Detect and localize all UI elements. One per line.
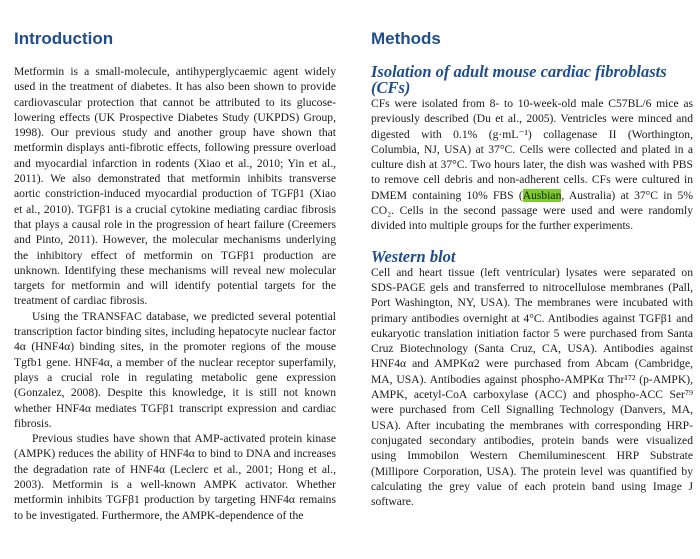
isolation-text-end: , Australia) at 37°C in 5% CO₂. Cells in the second passage were used and were randomly divided into multiple groups for the further experiments. [371,188,693,233]
introduction-heading: Introduction [14,29,114,48]
introduction-paragraph-3: Previous studies have shown that AMP-activated protein kinase (AMPK) reduces the ability of HNF4α to bind to DNA and increases the degradation rate of HNF4α (Leclerc et al., 2001; Hong et al., 2003). Metformin is a well-known AMPK activator. Whether metformin inhibits TGFβ1 production by targeting HNF4α remains to be investigated. Furthermore, the AMPK-dependence of the [14,432,336,522]
isolation-text-start: CFs were isolated from 8- to 10-week-old male C57BL/6 mice as previously described (Du et al., 2005). Ventricles were minced and digested with 0.1% (g·mL⁻¹) collagenase II (Worthington, Columbia, NJ, USA) at 37°C. Cells were collected and plated in a culture dish at 37°C. Two hours later, the dish was washed with PBS to remove cell debris and non-adherent cells. CFs were cultured in DMEM containing 10% FBS ( [371,97,693,202]
isolation-subheading: Isolation of adult mouse cardiac fibroblasts (CFs) [371,62,667,97]
methods-column [371,28,693,509]
isolation-paragraph [371,96,693,234]
western-blot-paragraph: Cell and heart tissue (left ventricular) lysates were separated on SDS-PAGE gels and transferred to nitrocellulose membranes (Pall, Port Washington, NY, USA). The membranes were incubated with primary antibodies overnight at 4°C. Antibodies against TGFβ1 and eukaryotic translation initiation factor 5 were purchased from Santa Cruz Biotechnology (Santa Cruz, CA, USA). Antibodies against HNF4α and AMPKα2 were purchased from Abcam (Cambridge, MA, USA). Antibodies against phospho-AMPKα Thr¹⁷² (p-AMPK), AMPK, acetyl-CoA carboxylase (ACC) and phospho-ACC Ser⁷⁹ were purchased from Cell Signalling Technology (Danvers, MA, USA). After incubating the membranes with corresponding HRP-conjugated secondary antibodies, protein bands were visualized using Immobilon Western Chemiluminescent HRP Substrate (Millipore Corporation, USA). The protein level was quantified by calculating the grey value of each protein band using Image J software. [371,265,693,509]
western-blot-subheading: Western blot [371,246,456,266]
introduction-paragraph-1: Metformin is a small-molecule, antihyperglycaemic agent widely used in the treatment of diabetes. It has also been shown to provide cardiovascular protection that cannot be attributed to its glucose-lowering effects (UK Prospective Diabetes Study (UKPDS) Group, 1998). Our previous study and another group have shown that metformin displays anti-fibrotic effects, following pressure overload and myocardial infarction in rodents (Xiao et al., 2010; Yin et al., 2011). We also demonstrated that metformin inhibits transverse aortic constriction-induced myocardial production of TGFβ1 (Xiao et al., 2010). TGFβ1 is a crucial cytokine mediating cardiac fibrosis that plays a causal role in the progression of heart failure (Creemers and Pinto, 2011). However, the molecular mechanisms underlying the inhibitory effect of metformin on TGFβ1 production are unknown. Identifying these mechanisms will reveal new molecular targets for metformin and will identify potential targets for the treatment of cardiac fibrosis. [14,65,336,308]
methods-heading: Methods [371,29,441,48]
highlighted-text: Ausbian [522,188,562,202]
introduction-paragraph-2: Using the TRANSFAC database, we predicted several potential transcription factor binding sites, including hepatocyte nuclear factor 4α (HNF4α) binding sites, in the promoter regions of the mouse Tgfb1 gene. HNF4α, a member of the nuclear receptor superfamily, plays a crucial role in regulating metabolic gene expression (Gonzalez, 2008). Despite this knowledge, it is still not known whether HNF4α mediates TGFβ1 transcript expression and cardiac fibrosis. [14,309,336,430]
introduction-column [14,28,336,523]
